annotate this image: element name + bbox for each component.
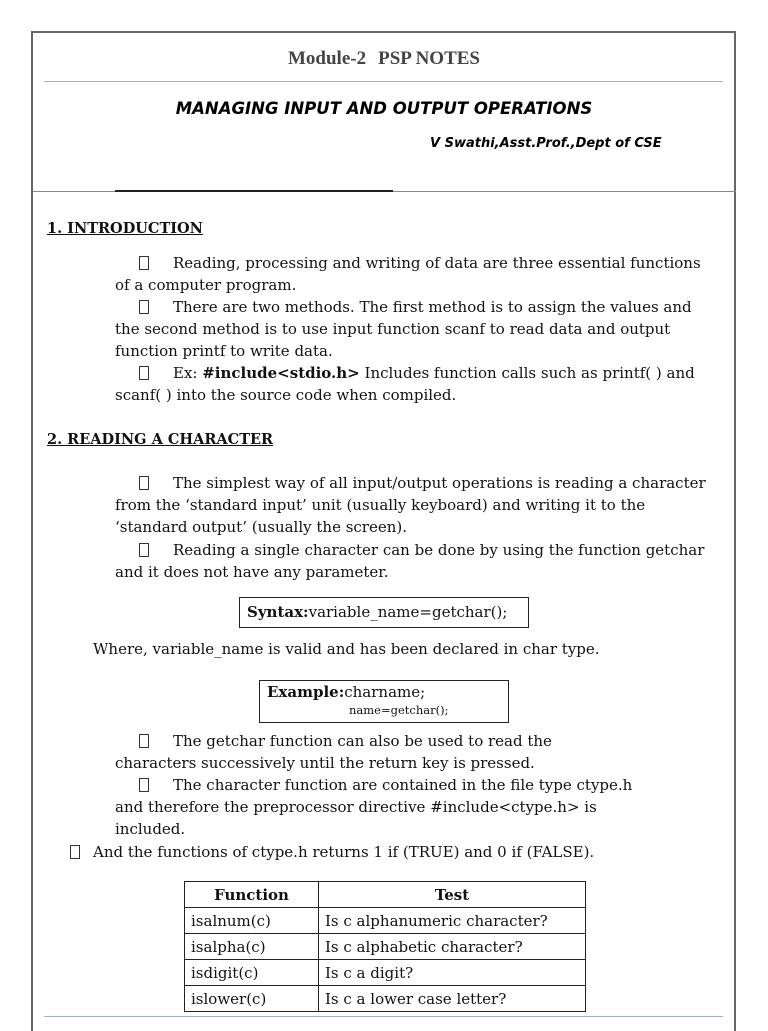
reading-bullet-4: The character function are contained in the file type ctype.h and therefore the preprocessor directive #include<ctype.h> is included. (115, 776, 633, 838)
footer-divider (44, 1016, 723, 1017)
reading-bullet-1: The simplest way of all input/output operations is reading a character from the ‘standard input’ unit (usually keyboard) and writing it to the ‘standard output’ (usually the screen). (115, 474, 706, 536)
syntax-label: Syntax: (247, 603, 309, 621)
bullet-icon (139, 734, 149, 748)
bullet-icon (139, 300, 149, 314)
module-label: Module-2 (287, 48, 367, 69)
reading-bullet-2: Reading a single character can be done by using the function getchar and it does not have any parameter. (115, 541, 705, 581)
column-header-test: Test (319, 882, 586, 908)
ctype-functions-table (184, 881, 586, 1012)
intro-bullet-2: There are two methods. The first method is to assign the values and the second method is to use input function scanf to read data and output function printf to write data. (115, 298, 692, 360)
table-cell: isalnum(c) (185, 908, 319, 934)
intro-bullet-3: Ex: #include<stdio.h> Includes function calls such as printf( ) and scanf( ) into the source code when compiled. (115, 364, 695, 404)
table-row (185, 960, 586, 986)
bullet-icon (139, 476, 149, 490)
bullet-icon (70, 845, 80, 859)
table-cell: isalpha(c) (185, 934, 319, 960)
column-header-function: Function (185, 882, 319, 908)
where-text: Where, variable_name is valid and has been declared in char type. (93, 640, 600, 658)
syntax-box (239, 597, 529, 628)
example-line-2: name=getchar(); (349, 703, 449, 717)
bullet-icon (139, 543, 149, 557)
reading-bullet-5: And the functions of ctype.h returns 1 if (TRUE) and 0 if (FALSE). (44, 841, 704, 863)
example-box (259, 680, 509, 723)
table-cell: Is c alphanumeric character? (319, 908, 586, 934)
page-title (0, 48, 768, 70)
notes-label: PSP NOTES (378, 48, 480, 69)
header-divider (44, 81, 723, 82)
table-cell: isdigit(c) (185, 960, 319, 986)
author-line: V Swathi,Asst.Prof.,Dept of CSE (430, 136, 662, 151)
table-header-row (185, 882, 586, 908)
bullet-icon (139, 256, 149, 270)
table-cell: Is c a lower case letter? (319, 986, 586, 1012)
section-divider-accent (115, 190, 393, 192)
syntax-value: variable_name=getchar(); (308, 603, 508, 621)
example-label: Example: (267, 683, 345, 701)
table-row (185, 934, 586, 960)
table-cell: islower(c) (185, 986, 319, 1012)
table-row (185, 908, 586, 934)
bullet-icon (139, 778, 149, 792)
example-value: charname; (344, 683, 426, 701)
intro-bullet-1: Reading, processing and writing of data are three essential functions of a computer program. (115, 254, 701, 294)
table-cell: Is c a digit? (319, 960, 586, 986)
section-heading-introduction: 1. INTRODUCTION (47, 220, 203, 237)
reading-bullet-3: The getchar function can also be used to read the characters successively until the return key is pressed. (115, 732, 552, 772)
bullet-icon (139, 366, 149, 380)
table-cell: Is c alphabetic character? (319, 934, 586, 960)
document-subtitle: MANAGING INPUT AND OUTPUT OPERATIONS (175, 99, 593, 118)
table-row (185, 986, 586, 1012)
section-heading-reading-character: 2. READING A CHARACTER (47, 431, 274, 448)
